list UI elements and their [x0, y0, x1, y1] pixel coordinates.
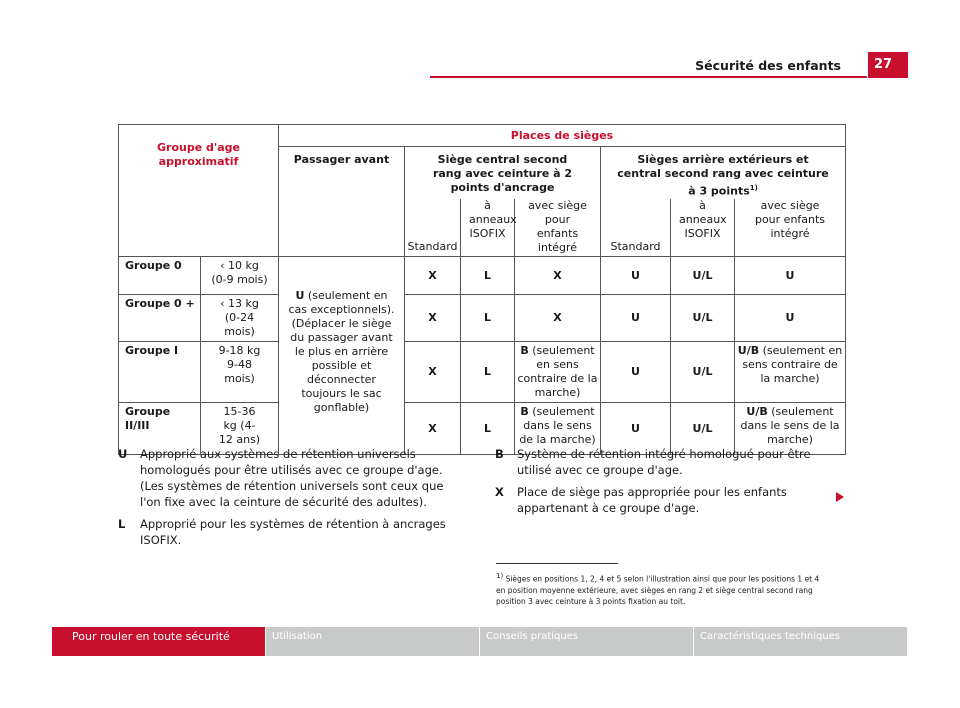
cell-value: U — [601, 342, 671, 403]
weight-cell: 9-18 kg 9-48 mois) — [201, 342, 279, 403]
cell-value: U — [735, 257, 846, 295]
cell-value: L — [461, 403, 515, 455]
cell-value: X — [405, 342, 461, 403]
cell-value: U/B (seulement dans le sens de la marche) — [735, 403, 846, 455]
cell-value: L — [461, 295, 515, 342]
legend-right — [495, 446, 845, 522]
age-group-header: Groupe d'age approximatif — [119, 125, 279, 257]
cell-value: L — [461, 257, 515, 295]
front-passenger-note: U (seulement en cas exceptionnels). (Déplacer le siège du passager avant le plus en arrière possible et déconnecter toujours le sac gonflable) — [279, 257, 405, 455]
legend-item-x: X Place de siège pas appropriée pour les enfants appartenant à ce groupe d'age. — [495, 485, 787, 515]
footnote-rule — [496, 563, 618, 564]
table-row — [119, 342, 846, 403]
cell-value: B (seulement en sens contraire de la marche) — [515, 342, 601, 403]
cell-value: B (seulement dans le sens de la marche) — [515, 403, 601, 455]
legend-text: Approprié pour les systèmes de rétention à ancrages ISOFIX. — [140, 517, 446, 547]
page-number: 27 — [868, 52, 908, 78]
center-seat-header: Siège central second rang avec ceinture à 2 points d'ancrage — [405, 147, 601, 199]
header-rule — [430, 76, 867, 78]
sub-isofix: à anneaux ISOFIX — [461, 199, 515, 257]
cell-value: X — [515, 257, 601, 295]
sub-isofix: à anneaux ISOFIX — [671, 199, 735, 257]
cell-value: X — [515, 295, 601, 342]
rear-seats-header: Sièges arrière extérieurs et central second rang avec ceinture à 3 points$^{1)}$ — [601, 147, 846, 199]
cell-value: X — [405, 295, 461, 342]
footer-nav — [52, 627, 908, 656]
legend-item-b: B Système de rétention intégré homologué pour être utilisé avec ce groupe d'age. — [495, 447, 811, 477]
table-row — [119, 257, 846, 295]
weight-cell: ‹ 10 kg (0-9 mois) — [201, 257, 279, 295]
page-title: Sécurité des enfants — [695, 58, 841, 73]
cell-value: U — [735, 295, 846, 342]
group-label: Groupe I — [119, 342, 201, 403]
cell-value: U — [601, 295, 671, 342]
sub-standard: Standard — [601, 199, 671, 257]
front-passenger-header: Passager avant — [279, 147, 405, 199]
legend-text: Système de rétention intégré homologué pour être utilisé avec ce groupe d'age. — [517, 447, 811, 477]
cell-value: U/L — [671, 342, 735, 403]
legend-left — [118, 446, 463, 554]
sub-integrated: avec siège pour enfants intégré — [735, 199, 846, 257]
tab-utilisation[interactable]: Utilisation — [265, 627, 479, 656]
child-seat-table — [118, 124, 846, 455]
weight-cell: 15-36 kg (4-12 ans) — [201, 403, 279, 455]
group-label: Groupe 0 — [119, 257, 201, 295]
continue-arrow-icon — [836, 492, 844, 502]
cell-value: U/L — [671, 403, 735, 455]
legend-text: Place de siège pas appropriée pour les enfants appartenant à ce groupe d'age. — [517, 485, 787, 515]
cell-value: U/L — [671, 257, 735, 295]
cell-value: X — [405, 257, 461, 295]
cell-value: L — [461, 342, 515, 403]
tab-pour-rouler[interactable]: Pour rouler en toute sécurité — [52, 627, 265, 656]
legend-item-u: U Approprié aux systèmes de rétention universels homologués pour être utilisés avec ce groupe d'age. (Les systèmes de rétention universels sont ceux que l'on fixe avec la ceinture de sécurité des adultes). — [118, 447, 444, 509]
places-header: Places de sièges — [279, 125, 846, 147]
cell-value: X — [405, 403, 461, 455]
cell-value: U — [601, 403, 671, 455]
legend-text: Approprié aux systèmes de rétention universels homologués pour être utilisés avec ce groupe d'age. (Les systèmes de rétention universels sont ceux que l'on fixe avec la ceinture de sécurité des adultes). — [140, 447, 444, 509]
footnote: $^{1)}$ Sièges en positions 1, 2, 4 et 5 selon l'illustration ainsi que pour les positions 1 et 4 en position moyenne extérieure, avec sièges en rang 2 et siège central second rang position 3 avec ceinture à 3 points fixation au toit. — [496, 572, 820, 606]
table-row — [119, 295, 846, 342]
tab-caracteristiques[interactable]: Caractéristiques techniques — [693, 627, 907, 656]
sub-standard: Standard — [405, 199, 461, 257]
cell-value: U/L — [671, 295, 735, 342]
cell-value: U — [601, 257, 671, 295]
group-label: Groupe II/III — [119, 403, 201, 455]
tab-conseils-pratiques[interactable]: Conseils pratiques — [479, 627, 693, 656]
cell-value: U/B (seulement en sens contraire de la marche) — [735, 342, 846, 403]
legend-item-l: L Approprié pour les systèmes de rétention à ancrages ISOFIX. — [118, 517, 446, 547]
sub-integrated: avec siège pour enfants intégré — [515, 199, 601, 257]
weight-cell: ‹ 13 kg (0-24 mois) — [201, 295, 279, 342]
group-label: Groupe 0 + — [119, 295, 201, 342]
